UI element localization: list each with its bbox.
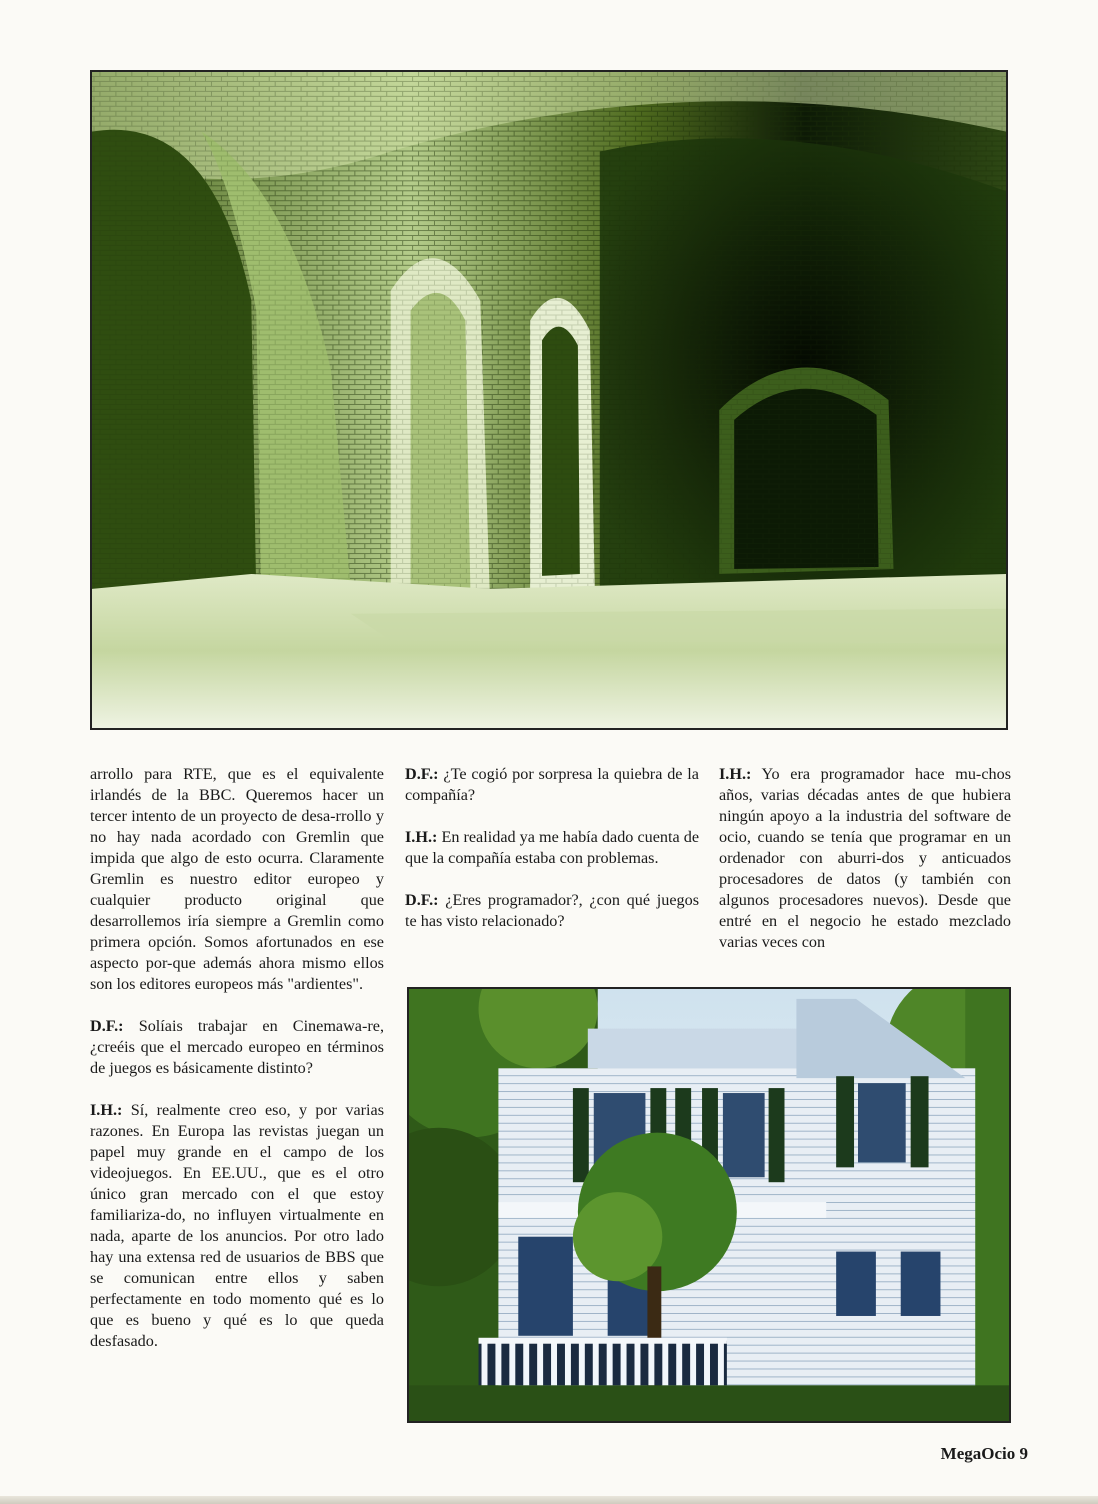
page-folio: MegaOcio 9 — [940, 1444, 1028, 1463]
paragraph-text: Sí, realmente creo eso, y por varias razones. En Europa las revistas juegan un papel muy grande en el campo de los videojuegos. En EE.UU., que es el otro único gran mercado con el que estoy familiariza-do, no influyen virtualmente en nada, aparte de los anuncios. Por otro lado hay una extensa red de usuarios de BBS que se comunican entre ellos y saben perfectamente en todo momento qué es lo que es bueno y qué es lo que queda desfasado. — [90, 1101, 384, 1350]
article-column-1 — [90, 764, 384, 1352]
paragraph-text: Solíais trabajar en Cinemawa-re, ¿creéis que el mercado europeo en términos de juegos es básicamente distinto? — [90, 1017, 385, 1077]
speaker-label: I.H.: — [405, 828, 438, 846]
speaker-label: D.F.: — [405, 765, 439, 783]
dungeon-arches-image — [90, 70, 1008, 730]
speaker-label: I.H.: — [90, 1101, 123, 1119]
article-column-3 — [719, 764, 1011, 953]
article-column-2 — [405, 764, 699, 932]
paragraph — [719, 764, 1011, 953]
speaker-label: D.F.: — [405, 891, 439, 909]
speaker-label: D.F.: — [90, 1017, 124, 1035]
victorian-house-image — [407, 987, 1011, 1423]
paragraph-text: Yo era programador hace mu-chos años, varias décadas antes de que hubiera ningún apoyo a la industria del software de ocio, cuando se tenía que programar en un ordenador con aburri-dos y anticuados procesadores de datos (y también con algunos procesadores nuevos). Desde que entré en el negocio he estado mezclado varias veces con — [719, 765, 1011, 951]
speaker-label: I.H.: — [719, 765, 752, 783]
paragraph — [405, 890, 699, 932]
paragraph-text: En realidad ya me había dado cuenta de que la compañía estaba con problemas. — [405, 828, 700, 867]
paragraph — [90, 1100, 384, 1352]
paragraph-text: ¿Eres programador?, ¿con qué juegos te has visto relacionado? — [405, 891, 699, 930]
paragraph — [405, 764, 699, 806]
paragraph — [405, 827, 699, 869]
paragraph-text: ¿Te cogió por sorpresa la quiebra de la compañía? — [405, 765, 699, 804]
page-edge — [0, 1496, 1098, 1504]
paragraph: arrollo para RTE, que es el equivalente irlandés de la BBC. Queremos hacer un tercer intento de un proyecto de desa-rrollo y no hay nada acordado con Gremlin que impida que algo de esto ocurra. Claramente Gremlin es nuestro editor europeo y cualquier producto original que desarrollemos iría siempre a Gremlin como primera opción. Somos afortunados en ese aspecto por-que además ahora mismo ellos son los editores europeos más "ardientes". — [90, 765, 384, 993]
paragraph — [90, 1016, 384, 1079]
